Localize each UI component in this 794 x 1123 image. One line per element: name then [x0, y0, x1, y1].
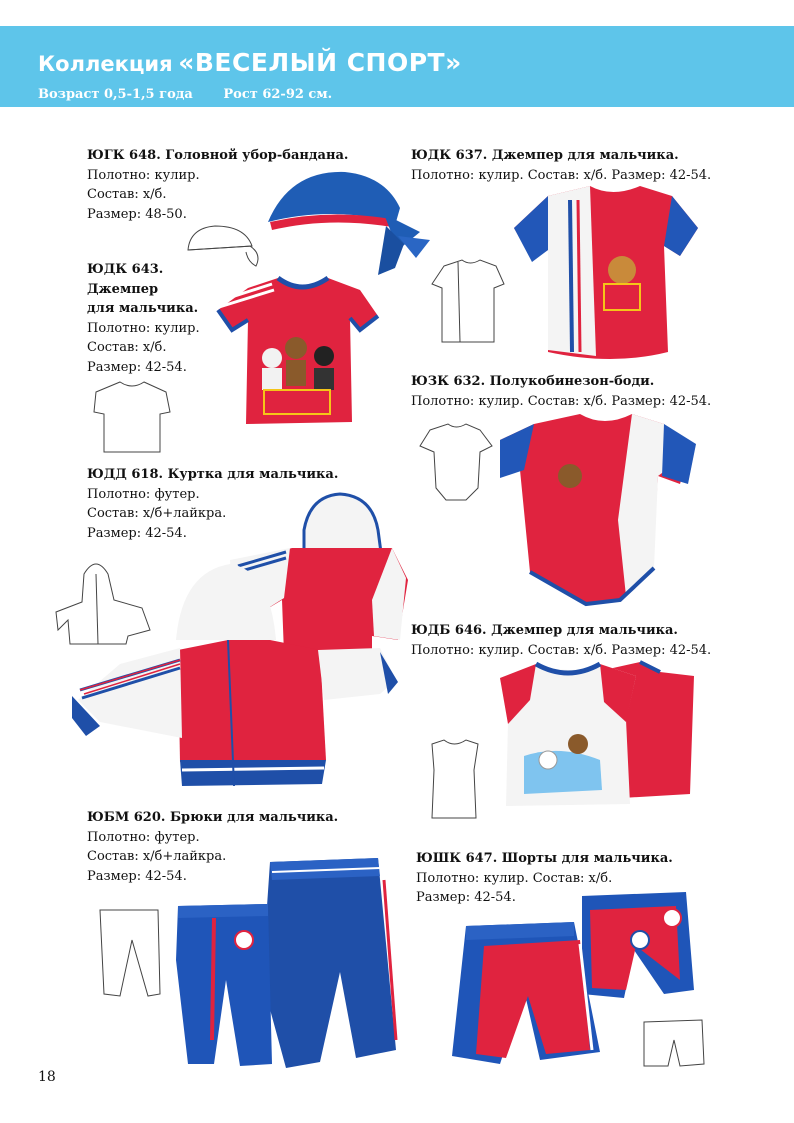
product-details: Полотно: кулир. Состав: х/б. Размер: 42-54.	[411, 642, 712, 658]
page-number: 18	[38, 1069, 56, 1085]
product-title: ЮДД 618. Куртка для мальчика.	[87, 467, 339, 482]
height-range: Рост 62-92 см.	[223, 87, 333, 102]
product-yudd-618	[87, 465, 338, 543]
bodysuit-sketch	[420, 424, 492, 500]
product-title: ЮШК 647. Шорты для мальчика.	[416, 851, 673, 866]
product-yuzk-632	[411, 372, 711, 411]
tshirt-643-sketch	[94, 382, 170, 452]
product-yudk-643	[87, 260, 200, 377]
shorts-front-photo	[452, 922, 600, 1064]
pants-back-photo	[262, 858, 400, 1068]
bodysuit-photo	[500, 414, 696, 604]
product-composition: Состав: х/б+лайкра.	[87, 849, 227, 864]
product-title: ЮДК 637. Джемпер для мальчика.	[411, 148, 679, 163]
product-yudk-637	[411, 146, 711, 185]
pants-front-photo	[176, 904, 272, 1066]
product-fabric: Полотно: футер.	[87, 486, 200, 502]
product-yugk-648	[87, 146, 348, 224]
product-size: Размер: 42-54.	[87, 525, 187, 541]
pants-sketch	[100, 910, 160, 996]
product-details: Полотно: кулир. Состав: х/б.	[416, 870, 613, 886]
product-composition: Состав: х/б.	[87, 187, 167, 202]
product-title: ЮГК 648. Головной убор-бандана.	[87, 148, 349, 163]
product-size: Размер: 48-50.	[87, 206, 187, 222]
age-range: Возраст 0,5-1,5 года	[38, 87, 193, 102]
product-title: ЮДБ 646. Джемпер для мальчика.	[411, 623, 678, 638]
product-title: ЮЗК 632. Полукобинезон-боди.	[411, 374, 655, 389]
title-prefix: Коллекция	[38, 52, 173, 76]
product-size: Размер: 42-54.	[87, 868, 187, 884]
jumper-646-front-photo	[500, 664, 636, 806]
shorts-sketch	[644, 1020, 704, 1066]
product-fabric: Полотно: футер.	[87, 829, 200, 845]
product-fabric: Полотно: кулир.	[87, 167, 200, 183]
jacket-sketch	[56, 564, 150, 644]
jumper-637-sketch	[432, 260, 504, 342]
product-yudb-646	[411, 621, 711, 660]
product-details: Полотно: кулир. Состав: х/б. Размер: 42-54.	[411, 167, 712, 183]
jumper-637-photo	[514, 186, 698, 359]
product-composition: Состав: х/б.	[87, 340, 167, 355]
product-fabric: Полотно: кулир.	[87, 320, 200, 336]
jumper-646-sketch	[432, 740, 478, 818]
title-main: «ВЕСЕЛЫЙ СПОРТ»	[178, 48, 462, 77]
product-title: ЮБМ 620. Брюки для мальчика.	[87, 810, 339, 825]
shorts-back-photo	[582, 892, 694, 998]
product-yubm-620	[87, 808, 338, 886]
product-details: Полотно: кулир. Состав: х/б. Размер: 42-54.	[411, 393, 712, 409]
tshirt-643-photo	[216, 278, 378, 424]
product-yushk-647	[416, 849, 673, 908]
product-size: Размер: 42-54.	[416, 890, 516, 905]
product-title-line: ЮДК 643.	[87, 262, 164, 277]
product-title-line: Джемпер	[87, 281, 159, 297]
product-title-line: для мальчика.	[87, 301, 199, 316]
product-composition: Состав: х/б+лайкра.	[87, 506, 227, 521]
product-size: Размер: 42-54.	[87, 359, 187, 375]
